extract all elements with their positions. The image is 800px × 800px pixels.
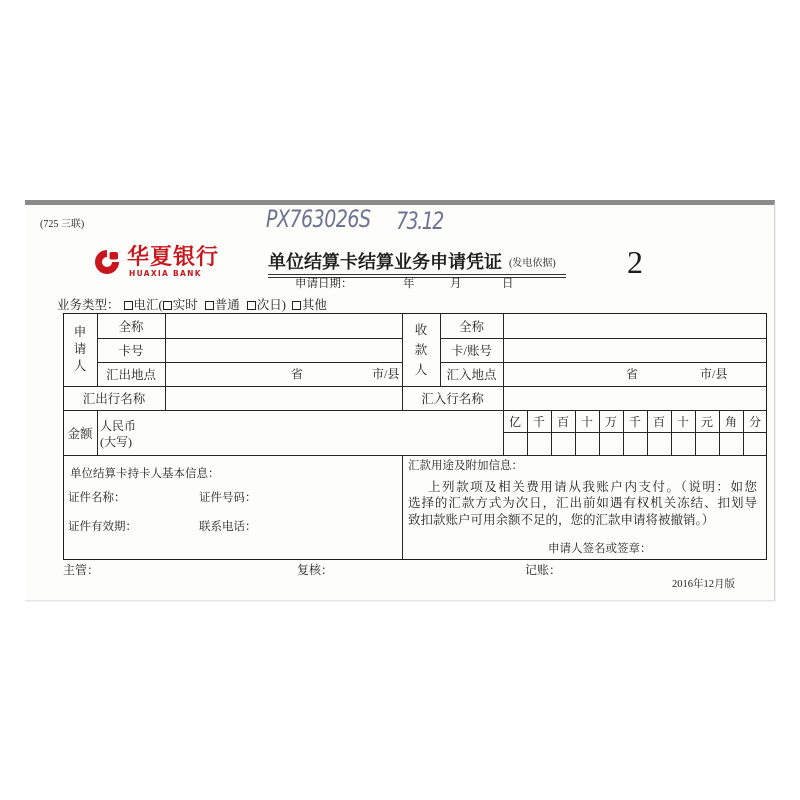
cardholder-heading: 单位结算卡持卡人基本信息：	[70, 468, 220, 480]
payee-destination-label: 汇入地点	[446, 368, 497, 382]
amount-label: 金额	[67, 426, 93, 441]
statement-line: 选择的汇款方式为次日，汇出前如遇有权机关冻结、扣划导	[408, 496, 757, 510]
application-date-label: 申请日期：	[295, 278, 353, 290]
option-label: 电汇(	[133, 298, 163, 313]
table-rule	[97, 410, 98, 455]
statement-line: 上列款项及相关费用请从我账户内支付。（说明：如您	[428, 480, 757, 494]
payee-heading: 收款人	[414, 322, 428, 377]
business-type-label: 业务类型：	[57, 298, 120, 313]
amount-unit: 千	[532, 414, 545, 429]
payee-bank-label: 汇入行名称	[421, 392, 484, 406]
checkbox-icon	[292, 301, 301, 310]
applicant-name-label: 全称	[118, 319, 144, 334]
handwritten-note: 73.12	[396, 207, 443, 236]
option-other	[292, 298, 327, 312]
id-validity-label: 证件有效期：	[68, 521, 137, 533]
bank-name-cn: 华夏银行	[127, 245, 220, 270]
date-day-label: 日	[502, 278, 514, 290]
date-year-label: 年	[403, 278, 415, 290]
applicant-card-value	[165, 338, 402, 362]
payee-heading-cell	[402, 313, 440, 386]
payee-account-label: 卡/账号	[451, 344, 492, 358]
checkbox-icon	[247, 301, 256, 310]
payee-province-label: 省	[626, 367, 639, 381]
amount-unit: 百	[652, 414, 665, 429]
amount-unit: 分	[748, 414, 761, 429]
id-number-label: 证件号码：	[199, 492, 257, 504]
checkbox-icon	[205, 301, 214, 310]
option-next-day	[247, 298, 286, 312]
purpose-heading: 汇款用途及附加信息：	[408, 460, 523, 472]
reviewer-label: 复核：	[297, 563, 334, 577]
payee-bank-value	[503, 386, 767, 410]
huaxia-bank-logo-icon	[93, 249, 121, 275]
amount-unit: 十	[580, 414, 593, 429]
option-label: 次日)	[256, 298, 286, 313]
applicant-heading-cell	[63, 313, 97, 386]
signature-label: 申请人签名或签章：	[548, 543, 652, 555]
checkbox-icon	[124, 301, 133, 310]
table-rule	[402, 455, 403, 560]
copy-label: (725 三联)	[40, 219, 85, 230]
applicant-bank-label: 汇出行名称	[82, 392, 146, 406]
statement-line: 致扣款账户可用余额不足的，您的汇款申请将被撤销。）	[408, 513, 715, 527]
handwritten-serial: PX763026S	[266, 205, 371, 234]
applicant-origin-label: 汇出地点	[105, 368, 156, 382]
amount-unit: 百	[556, 414, 569, 429]
option-wire-transfer	[124, 298, 163, 312]
table-rule	[503, 432, 767, 433]
application-table	[63, 313, 767, 560]
option-normal	[205, 298, 240, 312]
checkbox-icon	[163, 301, 172, 310]
payee-city-label: 市/县	[700, 367, 728, 381]
applicant-card-label: 卡号	[118, 344, 144, 358]
amount-capital-note: (大写)	[100, 435, 132, 449]
payee-name-label: 全称	[458, 319, 484, 334]
applicant-province-label: 省	[291, 367, 304, 381]
amount-currency: 人民币	[100, 419, 137, 433]
form-title-note: (发电依据)	[509, 258, 556, 269]
copy-number: 2	[627, 244, 643, 280]
id-type-label: 证件名称：	[68, 492, 126, 504]
applicant-name-value	[165, 313, 402, 338]
amount-unit: 角	[724, 414, 737, 429]
applicant-bank-value	[165, 386, 402, 410]
amount-unit: 千	[628, 414, 641, 429]
option-label: 普通	[214, 298, 240, 313]
date-month-label: 月	[450, 278, 462, 290]
bookkeeper-label: 记账：	[525, 563, 562, 577]
option-label: 实时	[172, 298, 198, 313]
form-title: 单位结算卡结算业务申请凭证	[268, 252, 502, 272]
option-label: 其他	[301, 298, 327, 313]
bank-name-en: HUAXIA BANK	[129, 269, 202, 278]
amount-unit: 万	[604, 414, 617, 429]
option-realtime	[163, 298, 198, 312]
form-edition: 2016年12月版	[672, 579, 735, 590]
amount-unit: 亿	[508, 414, 521, 429]
applicant-heading: 申请人	[73, 325, 87, 373]
supervisor-label: 主管：	[63, 563, 100, 577]
payee-name-value	[503, 313, 767, 338]
phone-label: 联系电话：	[199, 521, 257, 533]
table-rule	[63, 455, 767, 456]
amount-unit: 元	[700, 414, 713, 429]
payee-account-value	[503, 338, 767, 362]
applicant-city-label: 市/县	[372, 367, 400, 381]
business-type-row	[57, 298, 327, 313]
amount-unit: 十	[676, 414, 689, 429]
